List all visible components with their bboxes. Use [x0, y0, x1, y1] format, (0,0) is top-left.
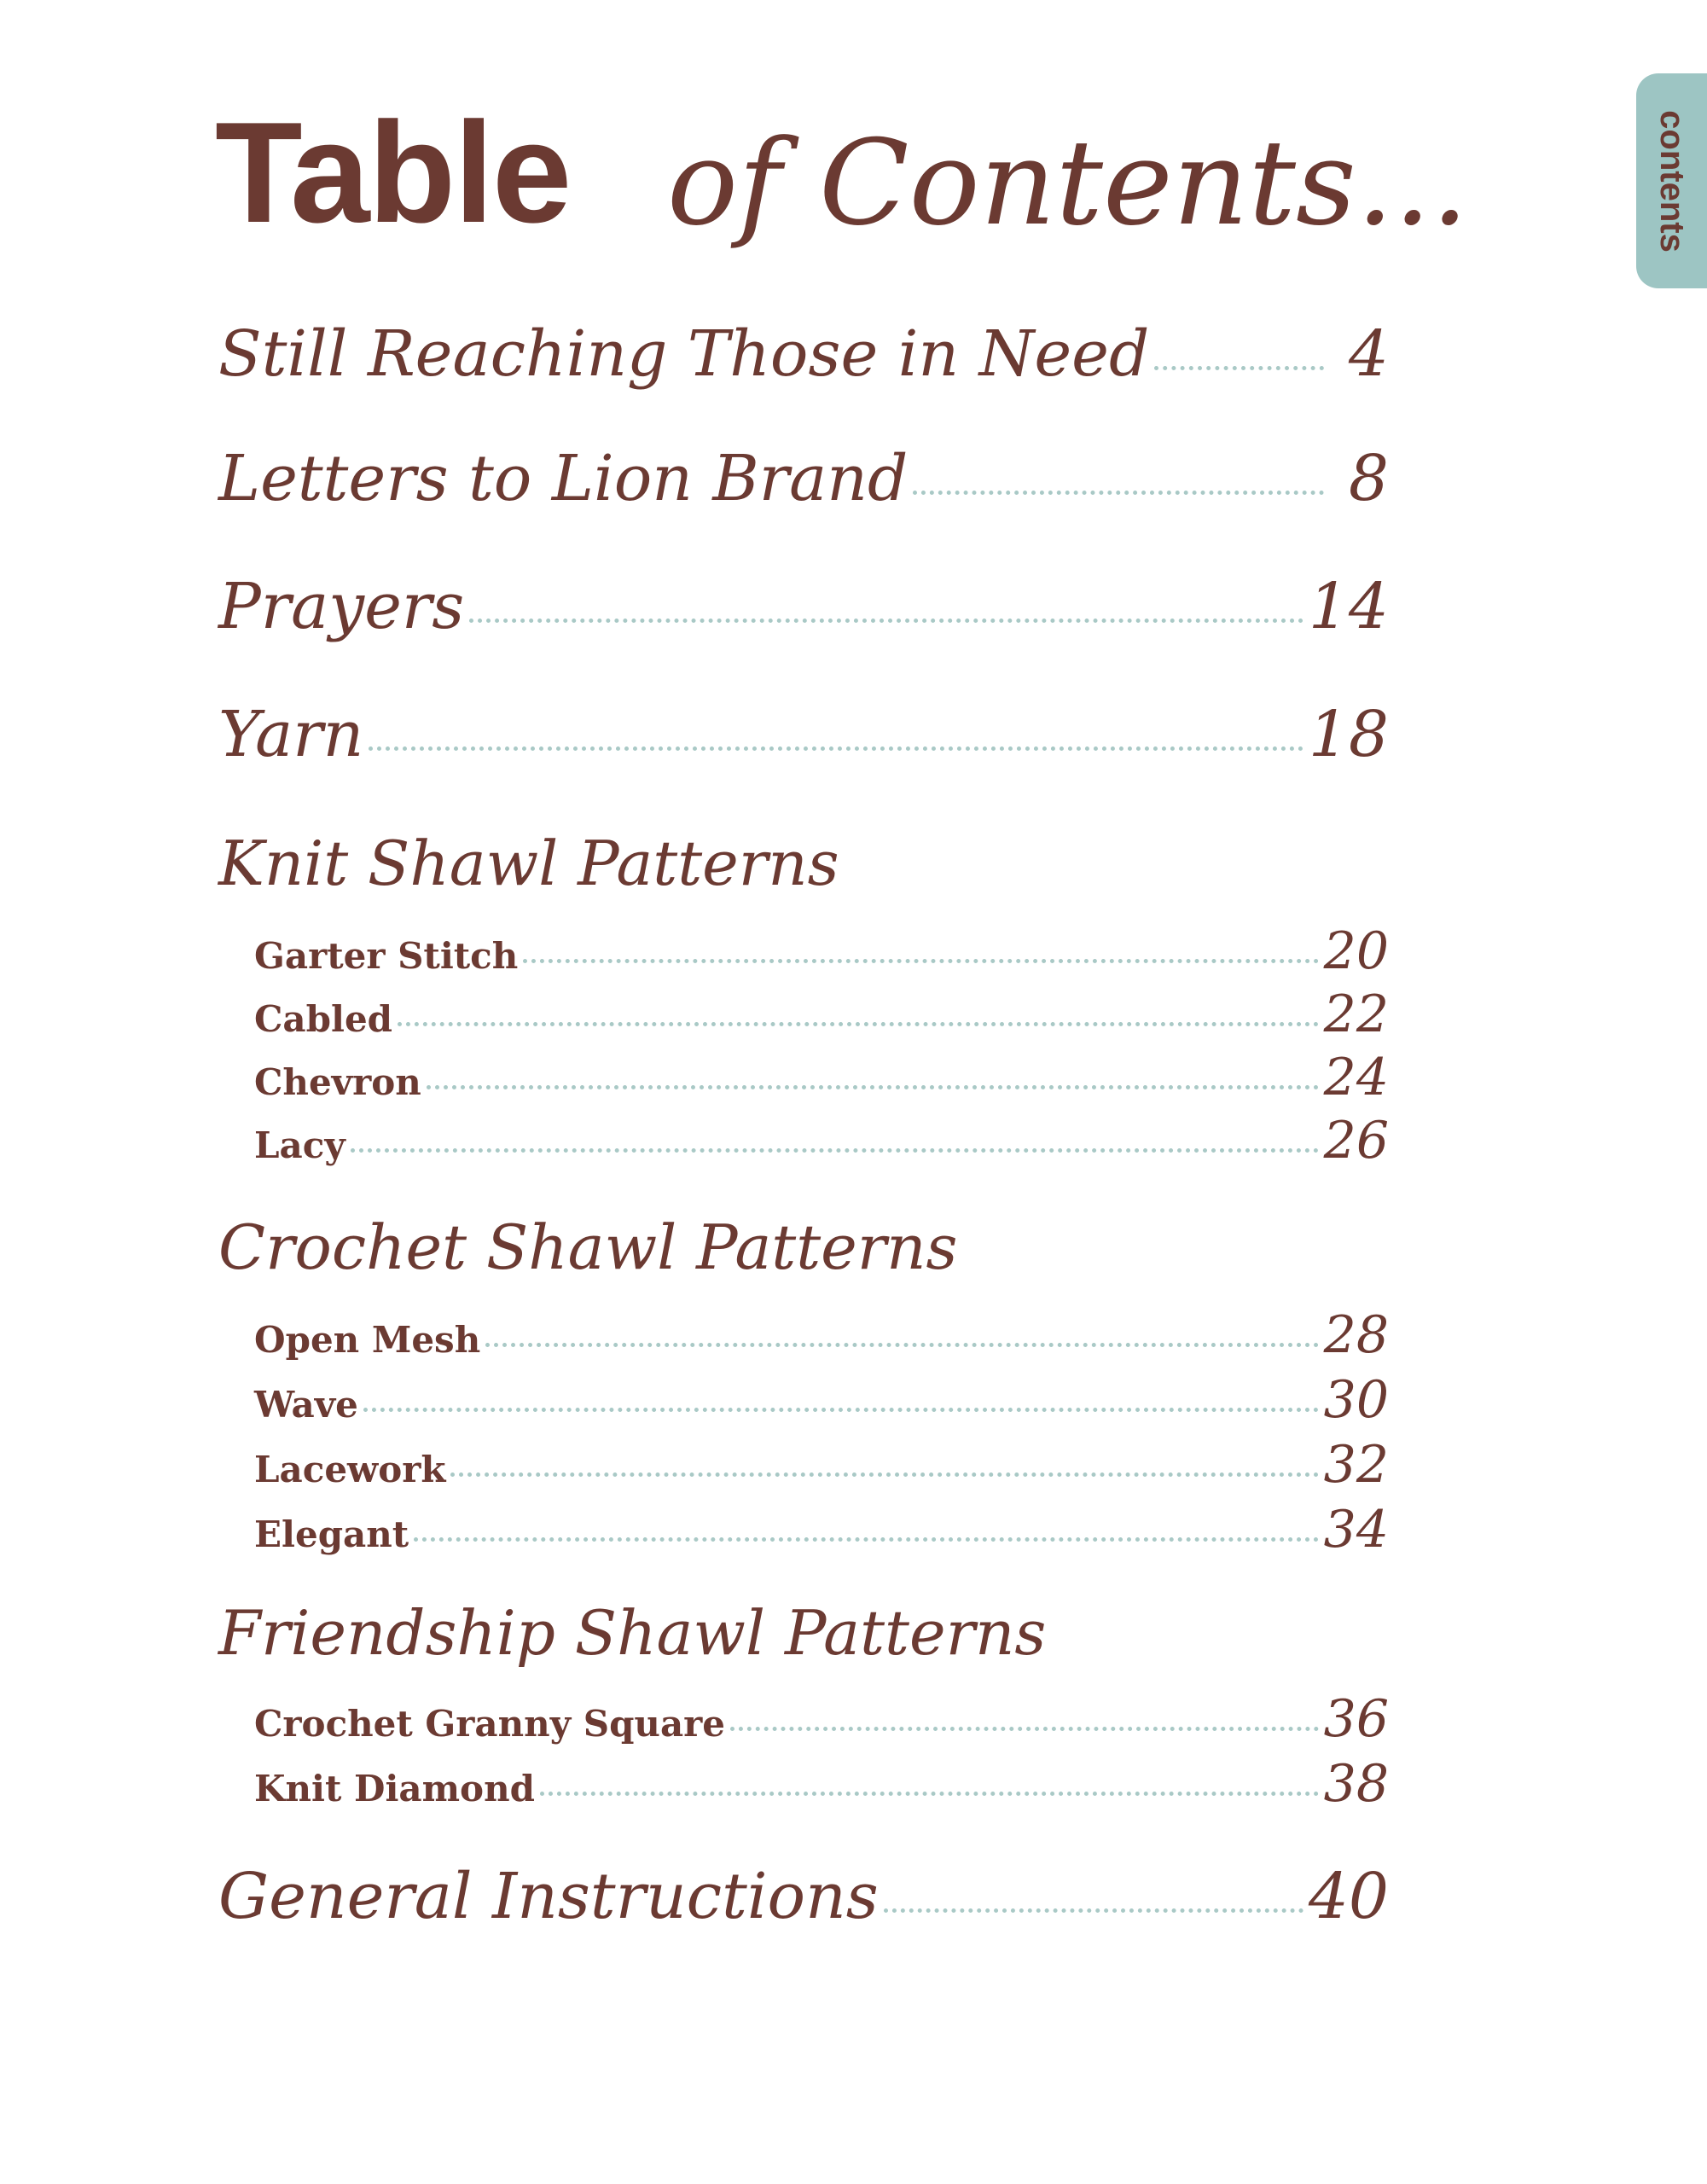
toc-subentry-page: 34 [1323, 1500, 1389, 1560]
dotted-leader [398, 1022, 1319, 1026]
toc-entry-page: 18 [1308, 698, 1389, 771]
dotted-leader [913, 491, 1324, 495]
toc-subentry-cabled[interactable] [254, 985, 1389, 1044]
toc-entry-page: 14 [1308, 570, 1389, 643]
toc-entry-letters[interactable] [218, 442, 1389, 515]
toc-subentry-crochet-granny-square[interactable] [254, 1689, 1389, 1749]
toc-subentry-page: 26 [1323, 1111, 1389, 1170]
section-heading-knit: Knit Shawl Patterns [218, 828, 839, 899]
dotted-leader [884, 1908, 1303, 1913]
toc-entry-general-instructions[interactable] [218, 1860, 1389, 1933]
toc-subentry-garter-stitch[interactable] [254, 921, 1389, 981]
contents-tab-label-wrap [1636, 73, 1707, 288]
dotted-leader [523, 959, 1318, 963]
toc-subentry-page: 28 [1323, 1305, 1389, 1365]
contents-tab-label: contents [1653, 109, 1691, 253]
dotted-leader [540, 1792, 1319, 1796]
toc-subentry-page: 24 [1323, 1048, 1389, 1107]
toc-subentry-label: Garter Stitch [254, 935, 519, 977]
toc-subentry-label: Elegant [254, 1513, 409, 1555]
toc-entry-yarn[interactable] [218, 698, 1389, 771]
dotted-leader [369, 746, 1303, 751]
dotted-leader [351, 1148, 1319, 1153]
dotted-leader [363, 1408, 1319, 1412]
toc-entry-label: Letters to Lion Brand [218, 442, 909, 515]
toc-entry-label: Prayers [218, 570, 465, 643]
toc-subentry-chevron[interactable] [254, 1048, 1389, 1107]
dotted-leader [414, 1537, 1318, 1542]
toc-subentry-knit-diamond[interactable] [254, 1754, 1389, 1814]
toc-subentry-page: 22 [1323, 985, 1389, 1044]
toc-subentry-lacy[interactable] [254, 1111, 1389, 1170]
toc-subentry-label: Knit Diamond [254, 1768, 535, 1809]
toc-subentry-wave[interactable] [254, 1370, 1389, 1430]
dotted-leader [450, 1472, 1318, 1477]
toc-subentry-label: Lacework [254, 1449, 446, 1490]
toc-entry-page: 40 [1308, 1860, 1389, 1933]
section-heading-friendship: Friendship Shawl Patterns [218, 1597, 1047, 1669]
toc-subentry-page: 32 [1323, 1435, 1389, 1495]
dotted-leader [485, 1343, 1318, 1347]
toc-subentry-page: 36 [1323, 1689, 1389, 1749]
toc-subentry-label: Chevron [254, 1061, 421, 1103]
dotted-leader [730, 1727, 1319, 1731]
dotted-leader [427, 1085, 1319, 1089]
toc-subentry-elegant[interactable] [254, 1500, 1389, 1560]
toc-subentry-label: Cabled [254, 998, 393, 1040]
toc-entry-reaching[interactable] [218, 317, 1389, 391]
toc-entry-page: 4 [1348, 317, 1389, 391]
toc-entry-label: Yarn [218, 698, 364, 771]
toc-subentry-page: 38 [1323, 1754, 1389, 1814]
toc-subentry-label: Crochet Granny Square [254, 1703, 726, 1745]
toc-subentry-open-mesh[interactable] [254, 1305, 1389, 1365]
toc-subentry-label: Wave [254, 1384, 358, 1426]
title-bold: Table [215, 92, 571, 253]
toc-entry-page: 8 [1348, 442, 1389, 515]
dotted-leader [469, 619, 1303, 623]
title-script: of Contents... [667, 114, 1469, 252]
section-heading-crochet: Crochet Shawl Patterns [218, 1211, 958, 1283]
toc-entry-label: General Instructions [218, 1860, 879, 1933]
toc-subentry-lacework[interactable] [254, 1435, 1389, 1495]
toc-entry-label: Still Reaching Those in Need [218, 317, 1150, 391]
toc-subentry-page: 20 [1323, 921, 1389, 981]
dotted-leader [1154, 366, 1324, 370]
toc-subentry-page: 30 [1323, 1370, 1389, 1430]
toc-entry-prayers[interactable] [218, 570, 1389, 643]
toc-subentry-label: Lacy [254, 1124, 345, 1166]
toc-subentry-label: Open Mesh [254, 1319, 481, 1361]
